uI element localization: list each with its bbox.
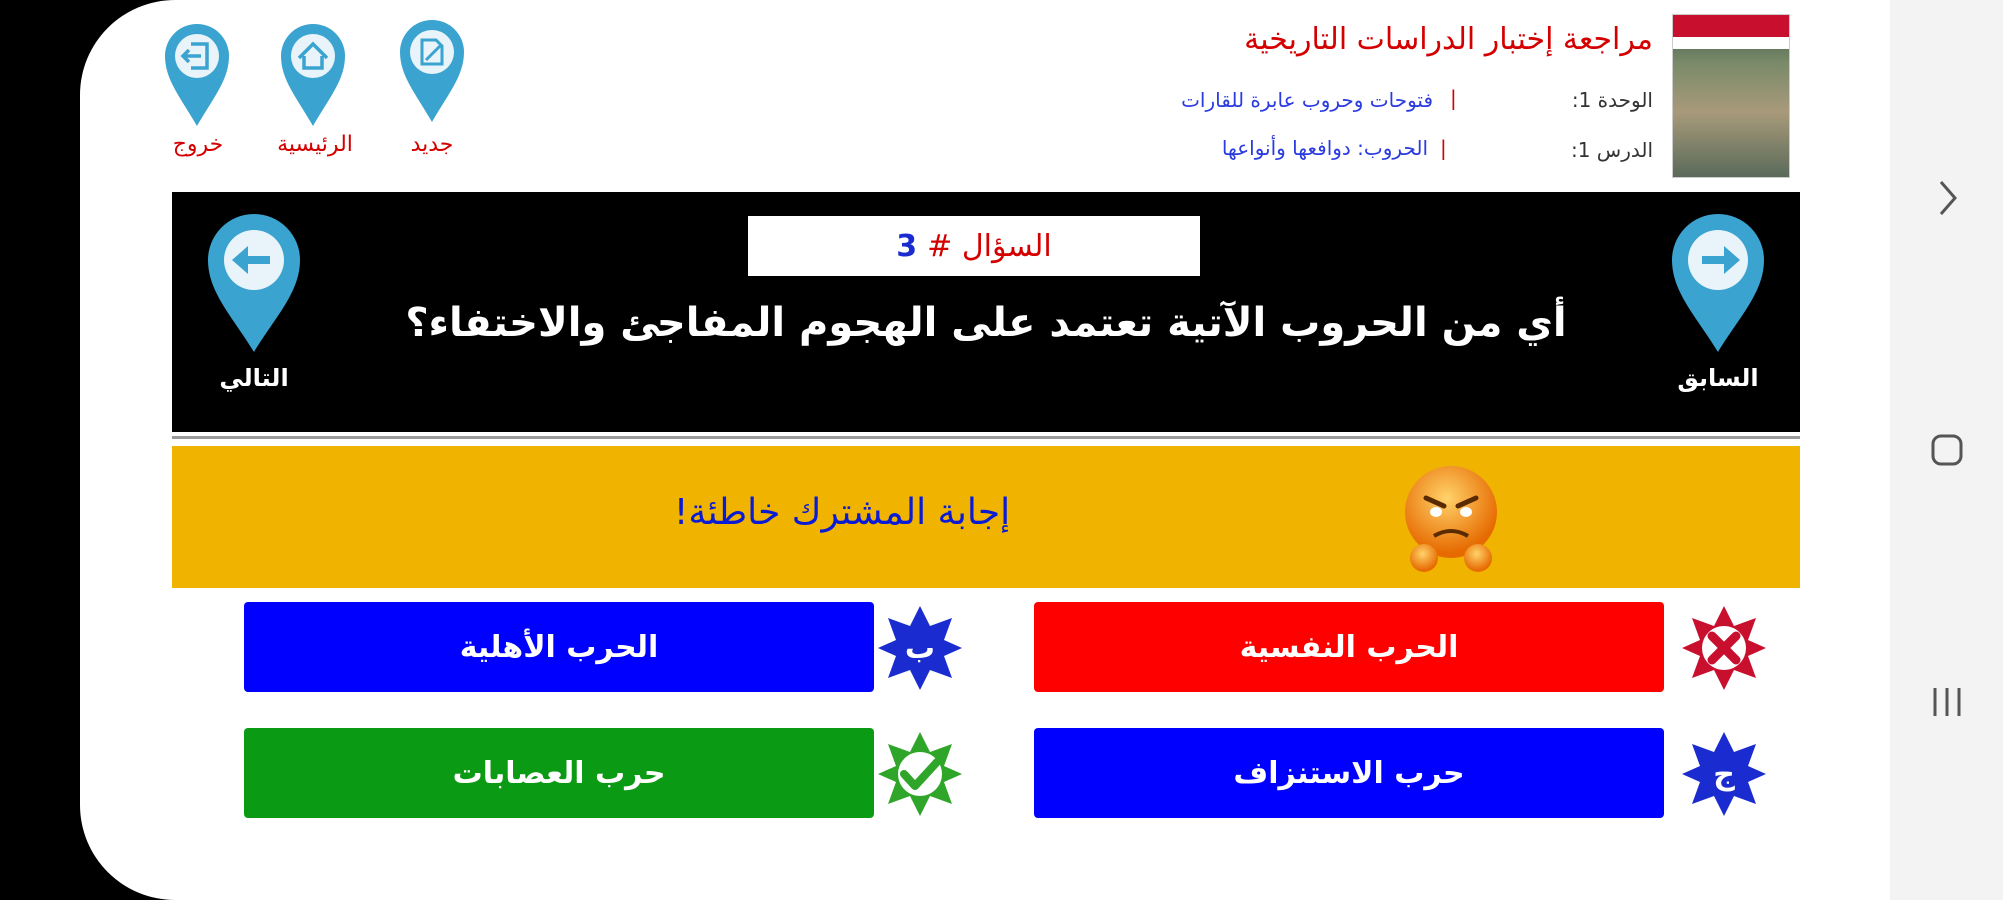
new-button[interactable] [396, 16, 468, 124]
question-number-box [748, 216, 1200, 276]
question-text: أي من الحروب الآتية تعتمد على الهجوم المفاجئ والاختفاء؟ [405, 300, 1567, 346]
new-label: جديد [410, 132, 454, 157]
nav-back-button[interactable] [1890, 176, 2003, 224]
prev-button[interactable] [1668, 212, 1768, 354]
nav-recents-button[interactable] [1890, 680, 2003, 728]
answer-option-correct[interactable] [244, 728, 874, 818]
question-number-label: السؤال # [927, 228, 1052, 264]
home-label: الرئيسية [277, 132, 353, 157]
letter-badge-j [1680, 730, 1768, 818]
lesson-value: الحروب: دوافعها وأنواعها [1221, 136, 1428, 160]
unit-separator: | [1450, 86, 1457, 110]
next-button[interactable] [204, 212, 304, 354]
book-cover-thumbnail [1672, 14, 1790, 178]
answer-option-j[interactable] [1034, 728, 1664, 818]
answer-option-correct-text: حرب العصابات [452, 755, 666, 791]
next-label: التالي [219, 364, 289, 392]
question-panel [172, 192, 1800, 432]
answer-option-wrong[interactable] [1034, 602, 1664, 692]
letter-badge-b [876, 604, 964, 692]
answer-option-wrong-text: الحرب النفسية [1239, 629, 1459, 665]
answer-option-b[interactable] [244, 602, 874, 692]
feedback-bar [172, 446, 1800, 588]
unit-value: فتوحات وحروب عابرة للقارات [1181, 88, 1433, 112]
exit-button[interactable] [161, 20, 233, 128]
angry-emoji-icon [1396, 460, 1506, 582]
lesson-label: الدرس 1: [1570, 138, 1653, 162]
divider [172, 436, 1800, 439]
check-mark-icon [876, 730, 964, 818]
answer-option-b-text: الحرب الأهلية [459, 629, 659, 665]
system-nav-bar [1890, 0, 2003, 900]
home-button[interactable] [277, 20, 349, 128]
square-icon [1927, 428, 1967, 472]
page-title: مراجعة إختبار الدراسات التاريخية [1244, 22, 1653, 57]
unit-label: الوحدة 1: [1571, 88, 1653, 112]
nav-home-button[interactable] [1890, 428, 2003, 476]
prev-label: السابق [1677, 364, 1759, 392]
answer-option-j-text: حرب الاستنزاف [1233, 755, 1465, 791]
letter-j: ج [1713, 757, 1735, 792]
feedback-text: إجابة المشترك خاطئة! [673, 492, 1011, 533]
chevron-right-icon [1927, 176, 1967, 220]
recents-icon [1927, 680, 1967, 724]
question-number: 3 [896, 228, 918, 264]
exit-label: خروج [172, 132, 224, 157]
wrong-mark-icon [1680, 604, 1768, 692]
lesson-separator: | [1440, 136, 1447, 160]
letter-b: ب [904, 631, 936, 666]
